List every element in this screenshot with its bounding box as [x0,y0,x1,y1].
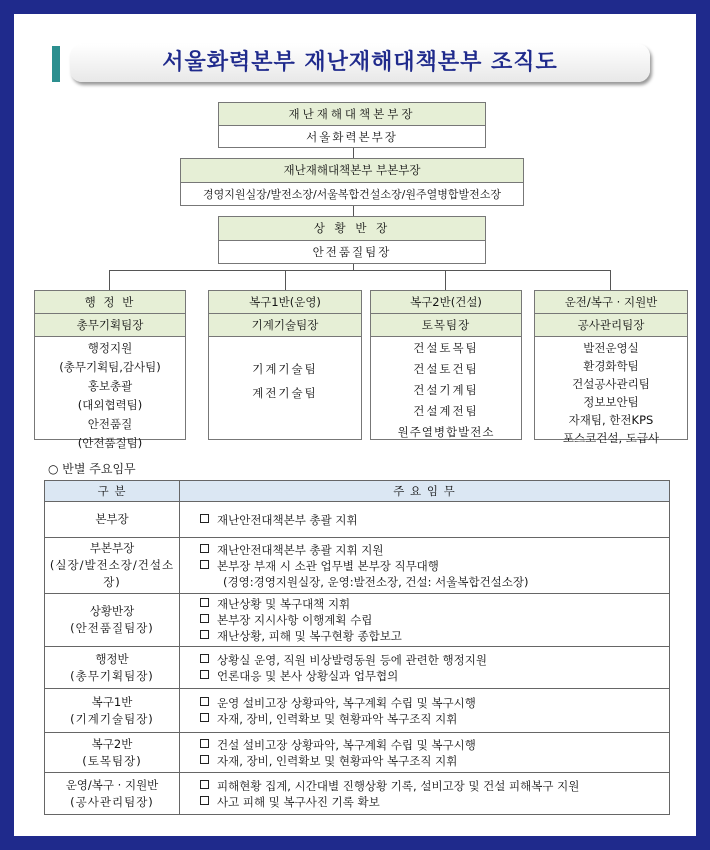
duty-item-text: 건설 설비고장 상황파악, 복구계획 수립 및 복구시행 [217,737,476,752]
team-member: (총무기획팀,감사팀) [59,360,161,374]
duty-items [180,594,670,647]
duty-item [200,558,661,574]
duty-item-text: 상황실 운영, 직원 비상발령동원 등에 관련한 행정지원 [217,652,487,667]
duty-item-text: 재난안전대책본부 총괄 지휘 지원 [217,542,384,557]
connector-line [285,270,286,290]
situation-box [218,216,486,264]
duty-category-line: (안전품질팀장) [70,621,154,635]
team-member: 포스코건설, 도급사 [562,431,660,445]
duty-item-text: 재난상황, 피해 및 복구현황 종합보고 [217,629,402,643]
table-row [45,773,670,815]
team-member: 정보보안팀 [583,395,639,409]
duty-item-text: 피해현황 집계, 시간대별 진행상황 기록, 설비고장 및 건설 피해복구 지원 [217,778,580,793]
duty-category [45,689,180,733]
duty-item-text: 사고 피해 및 복구사진 기록 확보 [217,794,380,809]
duty-item [200,711,661,727]
deputy-person: 경영지원실장/발전소장/서울복합건설소장/원주열병합발전소장 [202,188,502,201]
duty-item [200,596,661,612]
duty-item-text: 본부장 부재 시 소관 업무별 본부장 직무대행 [217,558,439,573]
team-member: 자재팀, 한전KPS [568,413,654,427]
table-row [45,733,670,773]
duty-item-text: 자재, 장비, 인력확보 및 현황파악 복구조직 지휘 [217,711,458,726]
checkbox-bullet-icon [200,514,209,523]
duty-item [200,542,661,558]
duty-item [200,668,661,684]
checkbox-bullet-icon [200,560,209,569]
duty-item-text: 운영 설비고장 상황파악, 복구계획 수립 및 복구시행 [217,695,476,710]
duties-section-title: ○ 반별 주요임무 [48,462,136,476]
duty-item-note: (경영:경영지원실장, 운영:발전소장, 건설: 서울복합건설소장) [223,574,529,589]
duty-item [200,794,661,810]
team-member: 건설공사관리팀 [572,377,650,391]
team-member: 건설계전팀 [413,404,479,418]
duty-category-line: (총무기획팀장) [70,668,154,683]
deputy-box [180,158,524,206]
team-member: 건설토건팀 [413,362,479,376]
table-row [45,538,670,594]
checkbox-bullet-icon [200,544,209,553]
duty-items [180,502,670,538]
team-admin-box [34,290,186,450]
checkbox-bullet-icon [200,697,209,706]
team-leader: 공사관리팀장 [535,314,687,337]
duty-item-text: 재난상황 및 복구대책 지휘 [217,597,351,611]
team-member: 행정지원 [87,341,133,355]
header-category: 구 분 [45,481,180,502]
duty-category [45,538,180,594]
duty-item [200,695,661,711]
situation-person: 안전품질팀장 [312,245,392,259]
deputy-label: 재난재해대책본부 부본부장 [181,159,523,183]
team-member: 건설토목팀 [413,341,479,355]
duty-items [180,773,670,815]
team-label: 운전/복구 · 지원반 [535,291,687,314]
head-person: 서울화력본부장 [306,130,398,144]
checkbox-bullet-icon [200,598,209,607]
connector-line [109,270,110,290]
checkbox-bullet-icon [200,796,209,805]
team-label: 행 정 반 [35,291,185,314]
duty-category [45,773,180,815]
duty-category [45,733,180,773]
team-member: 건설기계팀 [413,383,479,397]
checkbox-bullet-icon [200,614,209,623]
duty-items [180,647,670,689]
team-label: 복구1반(운영) [209,291,361,314]
connector-line [445,270,446,290]
team-member: (대외협력팀) [77,398,143,412]
duty-items [180,733,670,773]
duty-category-line: 본부장 [95,512,129,526]
duty-category-line: (토목팀장) [82,753,142,768]
duty-category [45,594,180,647]
checkbox-bullet-icon [200,670,209,679]
table-row [45,502,670,538]
table-row [45,647,670,689]
header-duties: 주 요 임 무 [180,481,670,502]
duty-category-line: 복구2반 [91,736,133,751]
connector-line [109,270,611,271]
duty-category-line: 복구1반 [91,694,133,709]
team-member: (안전품질팀) [77,436,143,450]
checkbox-bullet-icon [200,654,209,663]
duty-item [200,753,661,769]
duty-item-text: 자재, 장비, 인력확보 및 현황파악 복구조직 지휘 [217,753,458,768]
team-support-box [534,290,688,445]
team-recovery1-box [208,290,362,440]
duty-category-line: (실장/발전소장/건설소장) [49,558,175,589]
team-leader: 토목팀장 [371,314,521,337]
table-row [45,594,670,647]
team-member: 발전운영실 [583,341,639,355]
duty-item [200,628,661,644]
connector-line [610,270,611,290]
duties-table [44,480,670,815]
duty-item [200,652,661,668]
checkbox-bullet-icon [200,739,209,748]
team-leader: 총무기획팀장 [35,314,185,337]
checkbox-bullet-icon [200,780,209,789]
team-member: 안전품질 [87,417,133,431]
team-member: 계전기술팀 [252,386,318,400]
team-member: 홍보총괄 [87,379,133,393]
duty-item [200,737,661,753]
title-accent-bar [52,46,60,82]
checkbox-bullet-icon [200,713,209,722]
duty-item [200,612,661,628]
team-member: 원주열병합발전소 [397,425,495,439]
duty-category-line: 상황반장 [89,604,135,618]
connector-line [353,206,354,216]
connector-line [353,148,354,158]
team-label: 복구2반(건설) [371,291,521,314]
duty-category-line: 행정반 [95,651,129,666]
head-label: 재난재해대책본부장 [219,103,485,126]
table-header-row [45,481,670,502]
duty-items [180,538,670,594]
duty-category-line: (기계기술팀장) [70,711,154,726]
duty-category [45,502,180,538]
situation-label: 상 황 반 장 [219,217,485,241]
head-box [218,102,486,148]
duty-category-line: (공사관리팀장) [70,794,154,809]
duty-category-line: 운영/복구 · 지원반 [65,777,159,792]
duty-items [180,689,670,733]
duty-item-text: 본부장 지시사항 이행계획 수립 [217,613,373,627]
table-row [45,689,670,733]
checkbox-bullet-icon [200,630,209,639]
duty-item-text: 언론대응 및 본사 상황실과 업무협의 [217,668,399,683]
duty-category [45,647,180,689]
duty-item [200,512,661,528]
team-member: 기계기술팀 [252,362,318,376]
duty-category-line: 부본부장 [89,541,135,555]
team-member: 환경화학팀 [583,359,639,373]
team-leader: 기계기술팀장 [209,314,361,337]
duty-item-text: 재난안전대책본부 총괄 지휘 [217,512,358,527]
page-title: 서울화력본부 재난재해대책본부 조직도 [70,44,650,82]
checkbox-bullet-icon [200,755,209,764]
duty-item [200,778,661,794]
title-banner [52,44,650,84]
team-recovery2-box [370,290,522,440]
